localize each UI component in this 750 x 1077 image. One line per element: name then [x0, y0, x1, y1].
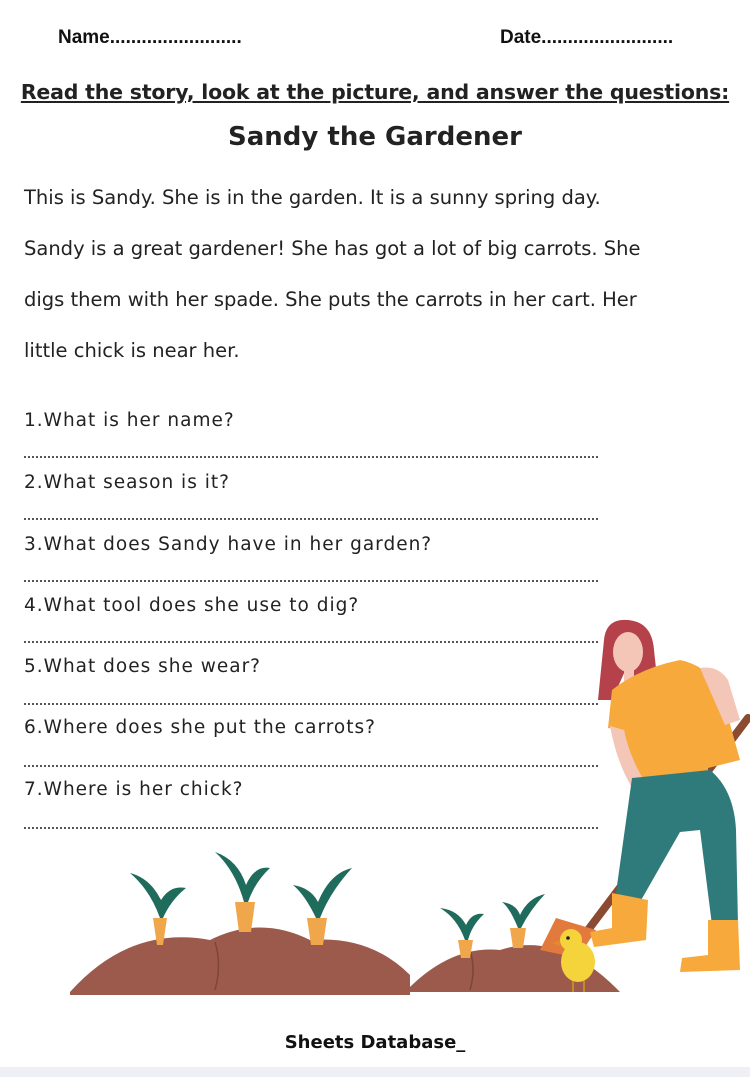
story-line: This is Sandy. She is in the garden. It is a sunny spring day. — [24, 186, 601, 209]
question-4: 4.What tool does she use to dig? — [24, 595, 360, 616]
story-line: Sandy is a great gardener! She has got a lot of big carrots. She — [24, 237, 641, 260]
footer-text: Sheets Database_ — [284, 1032, 466, 1053]
question-1: 1.What is her name? — [24, 410, 235, 431]
carrot-1 — [130, 873, 186, 945]
instructions: Read the story, look at the picture, and answer the questions: — [20, 80, 730, 104]
story-line: digs them with her spade. She puts the carrots in her cart. Her — [24, 288, 637, 311]
question-5: 5.What does she wear? — [24, 656, 262, 677]
gardener-illustration — [590, 620, 740, 972]
date-field: Date......................... — [500, 27, 674, 48]
name-field: Name......................... — [58, 27, 242, 48]
bottom-band — [0, 1067, 750, 1077]
soil-mounds — [70, 928, 620, 996]
question-7: 7.Where is her chick? — [24, 779, 244, 800]
question-6: 6.Where does she put the carrots? — [24, 717, 376, 738]
story-line: little chick is near her. — [24, 339, 240, 362]
story-title: Sandy the Gardener — [228, 122, 522, 152]
carrot-3 — [293, 868, 352, 945]
footer-credit — [0, 1032, 750, 1053]
question-2: 2.What season is it? — [24, 472, 230, 493]
carrot-5 — [502, 894, 545, 948]
carrot-2 — [215, 852, 270, 932]
question-3: 3.What does Sandy have in her garden? — [24, 534, 433, 555]
